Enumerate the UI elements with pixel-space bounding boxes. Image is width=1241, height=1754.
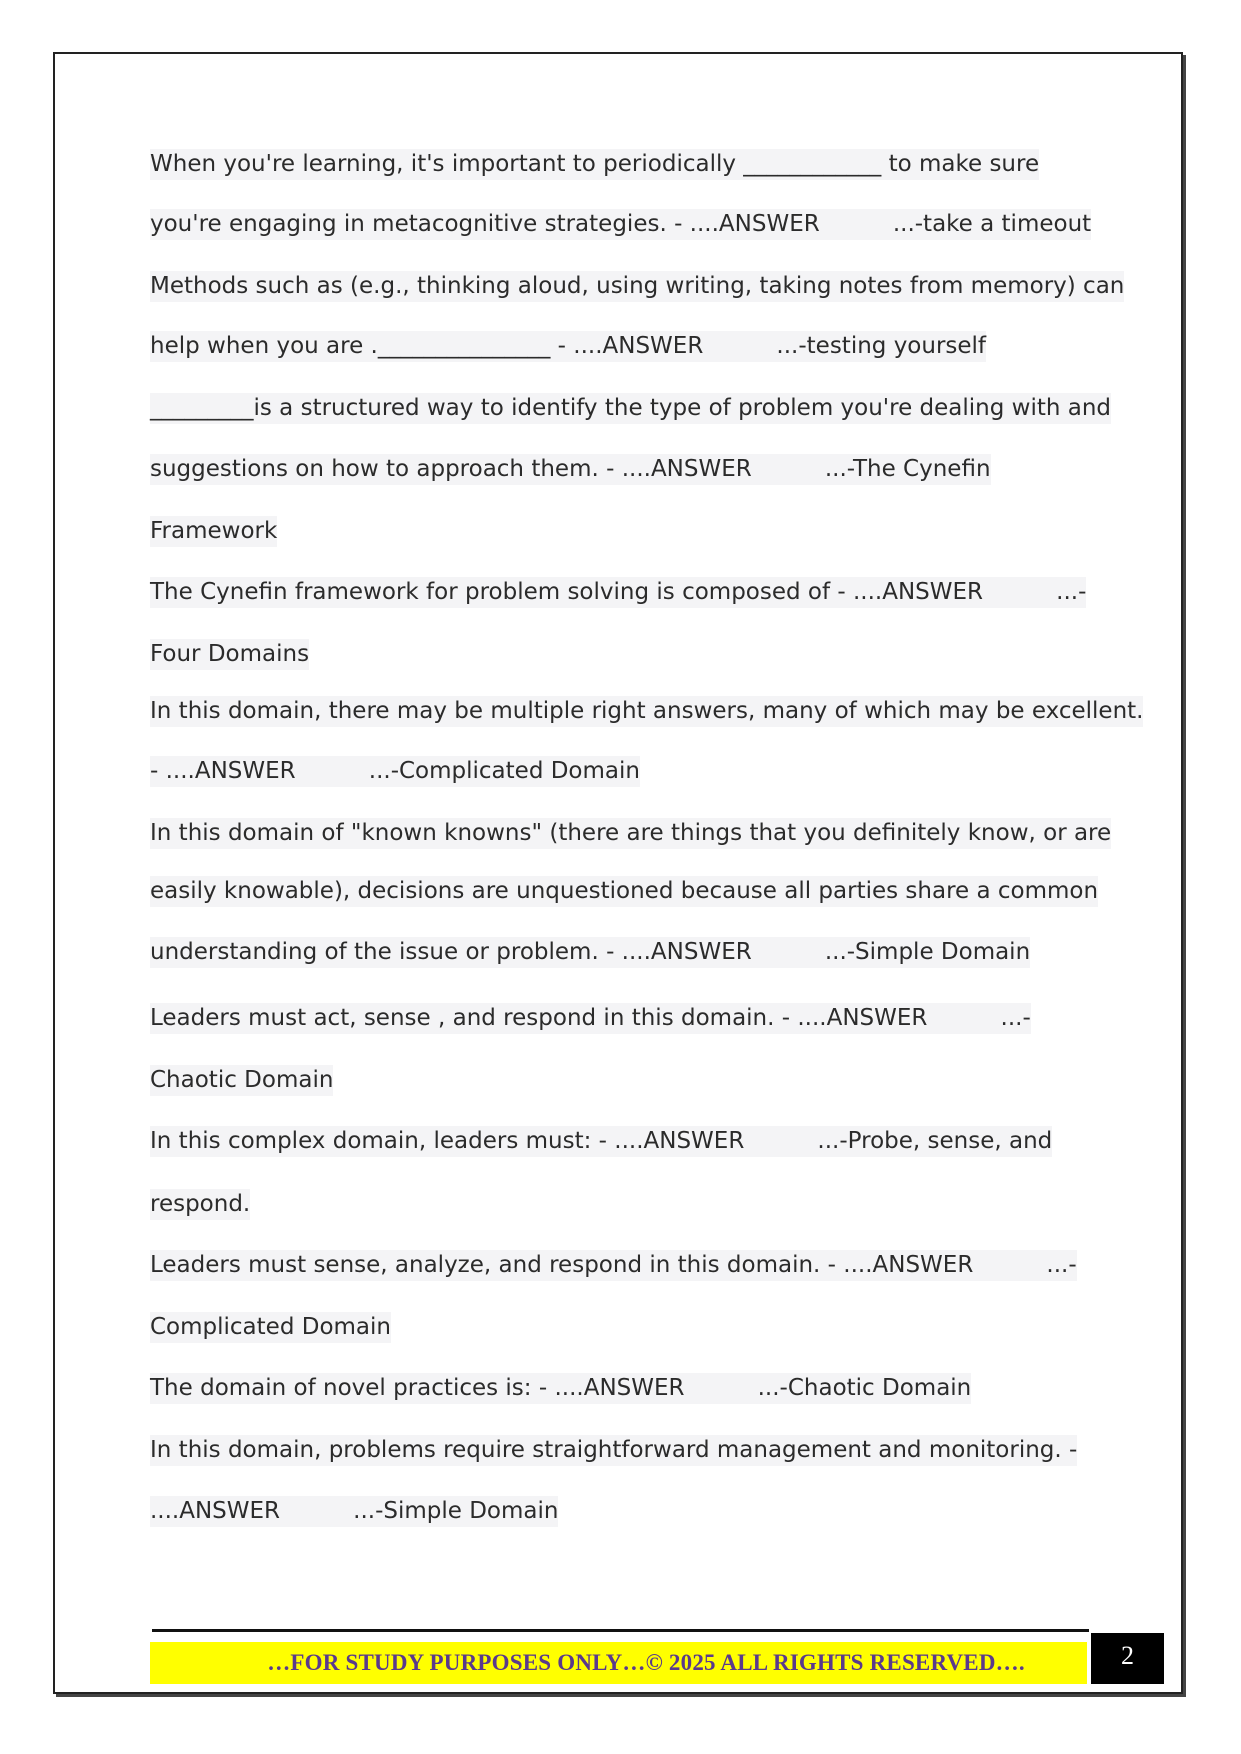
text-line <box>150 148 1039 181</box>
text-line <box>150 453 991 486</box>
footer-banner <box>150 1642 1087 1684</box>
line-text: In this complex domain, leaders must: - ....ANSWER ...-Probe, sense, and <box>150 1126 1052 1157</box>
text-line <box>150 1311 391 1344</box>
line-text: - ....ANSWER ...-Complicated Domain <box>150 756 640 787</box>
text-line <box>150 330 986 363</box>
text-line <box>150 817 1111 850</box>
line-text: Complicated Domain <box>150 1312 391 1343</box>
text-line <box>150 1002 1031 1035</box>
line-text: Framework <box>150 516 277 547</box>
text-line <box>150 1125 1052 1158</box>
line-text: ....ANSWER ...-Simple Domain <box>150 1496 558 1527</box>
line-text: _________is a structured way to identify the type of problem you're dealing with and <box>150 393 1111 424</box>
text-line <box>150 936 1030 969</box>
line-text: you're engaging in metacognitive strategies. - ....ANSWER ...-take a timeout <box>150 209 1091 240</box>
line-text: respond. <box>150 1189 250 1220</box>
line-text: In this domain, there may be multiple right answers, many of which may be excellent. <box>150 696 1143 727</box>
page-number: 2 <box>1091 1633 1164 1684</box>
line-text: Leaders must act, sense , and respond in this domain. - ....ANSWER ...- <box>150 1003 1031 1034</box>
line-text: Leaders must sense, analyze, and respond in this domain. - ....ANSWER ...- <box>150 1250 1077 1281</box>
text-line <box>150 695 1143 728</box>
footer-notice: …FOR STUDY PURPOSES ONLY…© 2025 ALL RIGHTS RESERVED…. <box>267 1650 1025 1675</box>
text-line <box>150 392 1111 425</box>
line-text: In this domain of "known knowns" (there are things that you definitely know, or are <box>150 818 1111 849</box>
line-text: When you're learning, it's important to periodically ____________ to make sure <box>150 149 1039 180</box>
text-line <box>150 1372 971 1405</box>
line-text: Four Domains <box>150 639 309 670</box>
text-line <box>150 270 1124 303</box>
text-line <box>150 1188 250 1221</box>
line-text: suggestions on how to approach them. - ....ANSWER ...-The Cynefin <box>150 454 991 485</box>
text-line <box>150 576 1086 609</box>
text-line <box>150 208 1091 241</box>
text-line <box>150 1064 333 1097</box>
text-line <box>150 875 1098 908</box>
footer-divider <box>152 1629 1089 1632</box>
line-text: The domain of novel practices is: - ....ANSWER ...-Chaotic Domain <box>150 1373 971 1404</box>
line-text: easily knowable), decisions are unquestioned because all parties share a common <box>150 876 1098 907</box>
line-text: understanding of the issue or problem. - ....ANSWER ...-Simple Domain <box>150 937 1030 968</box>
text-line <box>150 515 277 548</box>
line-text: The Cynefin framework for problem solving is composed of - ....ANSWER ...- <box>150 577 1086 608</box>
text-line <box>150 1495 558 1528</box>
text-line <box>150 1434 1077 1467</box>
line-text: Chaotic Domain <box>150 1065 333 1096</box>
line-text: Methods such as (e.g., thinking aloud, using writing, taking notes from memory) can <box>150 271 1124 302</box>
text-line <box>150 638 309 671</box>
text-line <box>150 1249 1077 1282</box>
line-text: In this domain, problems require straightforward management and monitoring. - <box>150 1435 1077 1466</box>
line-text: help when you are ._______________ - ....ANSWER ...-testing yourself <box>150 331 986 362</box>
text-line <box>150 755 640 788</box>
